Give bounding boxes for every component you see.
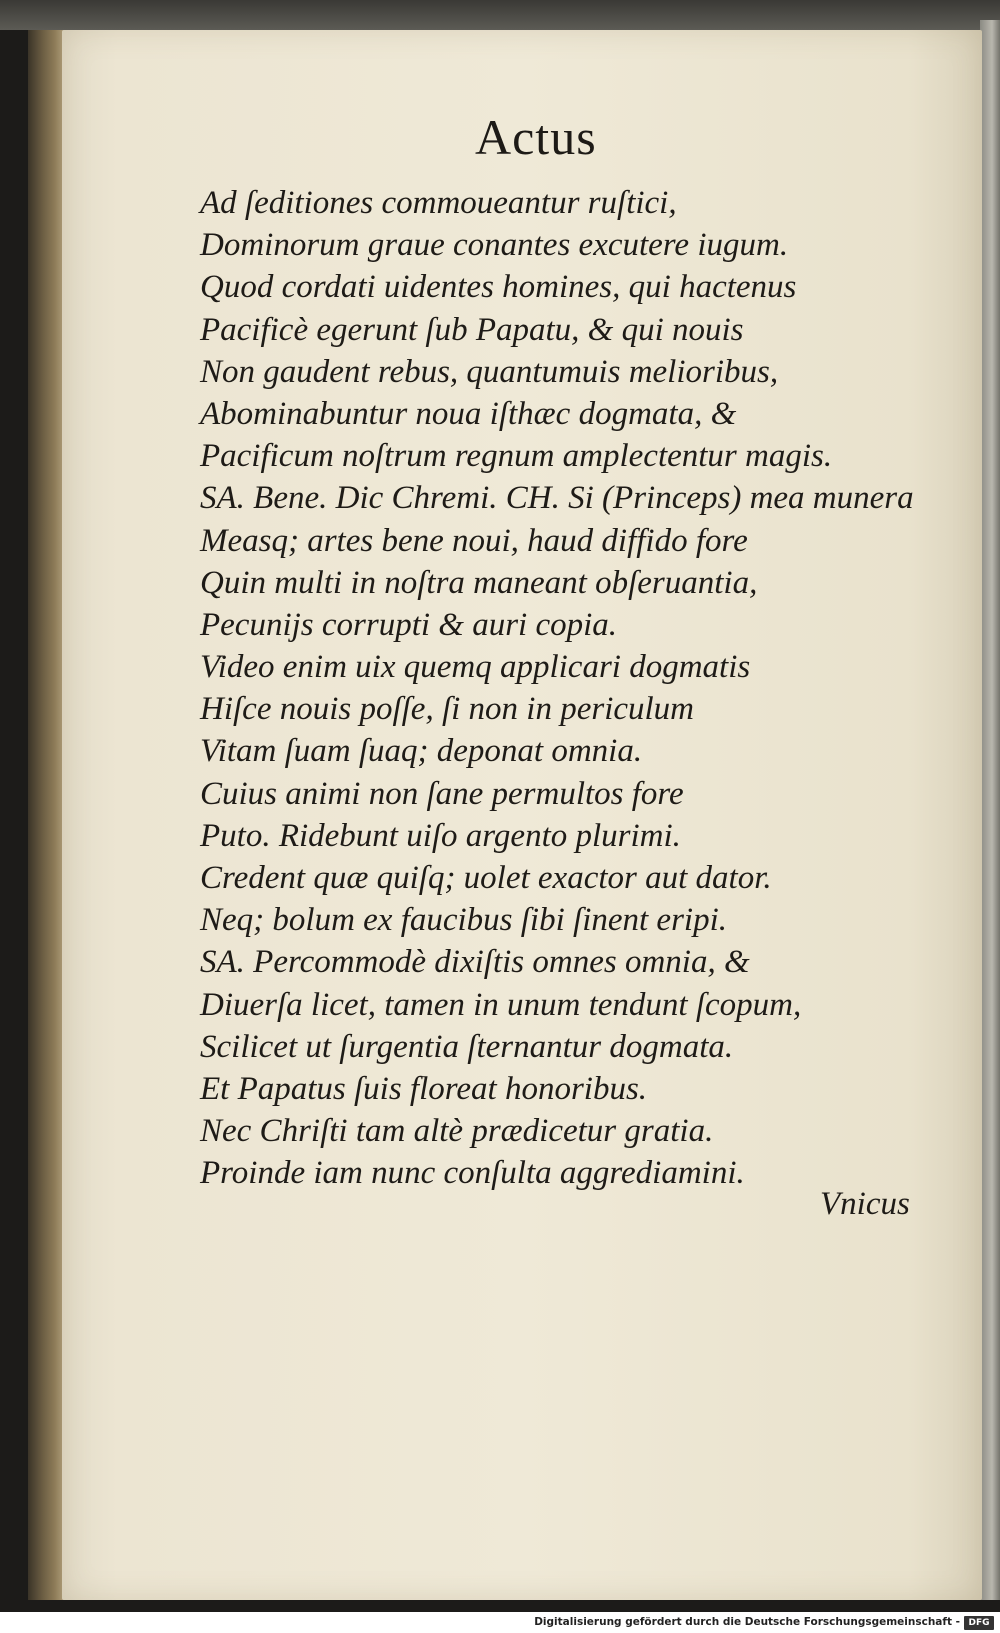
- verse-line: Quin multi in noſtra maneant obſeruantia,: [200, 564, 758, 601]
- credit-text: Digitalisierung gefördert durch die Deutsche Forschungsgemeinschaft -: [534, 1616, 960, 1628]
- catchword: Vnicus: [820, 1186, 910, 1222]
- verse-line: Non gaudent rebus, quantumuis melioribus,: [200, 353, 779, 390]
- scan-right-edge: [980, 20, 1000, 1600]
- dfg-logo: DFG: [964, 1616, 994, 1630]
- verse-line: Dominorum graue conantes excutere iugum.: [200, 227, 789, 264]
- verse-line: Pacificum noſtrum regnum amplectentur magis.: [200, 438, 833, 475]
- page-heading: Actus: [475, 109, 597, 165]
- verse-line: Proinde iam nunc conſulta aggrediamini.: [200, 1155, 745, 1192]
- verse-line: Measq; artes bene noui, haud diffido fore: [200, 522, 748, 559]
- book-binding-edge: [28, 30, 66, 1600]
- verse-line: Hiſce nouis poſſe, ſi non in periculum: [200, 691, 695, 728]
- verse-line: Diuerſa licet, tamen in unum tendunt ſcopum,: [200, 986, 802, 1023]
- verse-line: Quod cordati uidentes homines, qui hactenus: [200, 269, 797, 306]
- scan-top-edge: [0, 0, 1000, 30]
- verse-block: [200, 182, 960, 1195]
- verse-line: Neq; bolum ex faucibus ſibi ſinent eripi.: [200, 902, 728, 939]
- verse-line: Pecunijs corrupti & auri copia.: [200, 606, 618, 643]
- verse-line: Cuius animi non ſane permultos fore: [200, 775, 684, 812]
- verse-line: Abominabuntur noua iſthæc dogmata, &: [200, 395, 737, 432]
- verse-line: Vitam ſuam ſuaq; deponat omnia.: [200, 733, 643, 770]
- verse-line: Credent quæ quiſq; uolet exactor aut dator.: [200, 860, 772, 896]
- verse-line: Scilicet ut ſurgentia ſternantur dogmata.: [200, 1028, 734, 1065]
- verse-line: Puto. Ridebunt uiſo argento plurimi.: [200, 817, 681, 854]
- verse-line: Et Papatus ſuis floreat honoribus.: [200, 1070, 648, 1107]
- verse-line: SA. Percommodè dixiſtis omnes omnia, &: [200, 944, 750, 981]
- digitization-credit-bar: [0, 1614, 1000, 1633]
- verse-line: Ad ſeditiones commoueantur ruſtici,: [200, 185, 677, 221]
- verse-line: Pacificè egerunt ſub Papatu, & qui nouis: [200, 311, 744, 348]
- verse-line: Nec Chriſti tam altè prædicetur gratia.: [200, 1113, 714, 1150]
- verse-line: SA. Bene. Dic Chremi. CH. Si (Princeps) mea munera: [200, 480, 914, 517]
- verse-line: Video enim uix quemq applicari dogmatis: [200, 649, 751, 686]
